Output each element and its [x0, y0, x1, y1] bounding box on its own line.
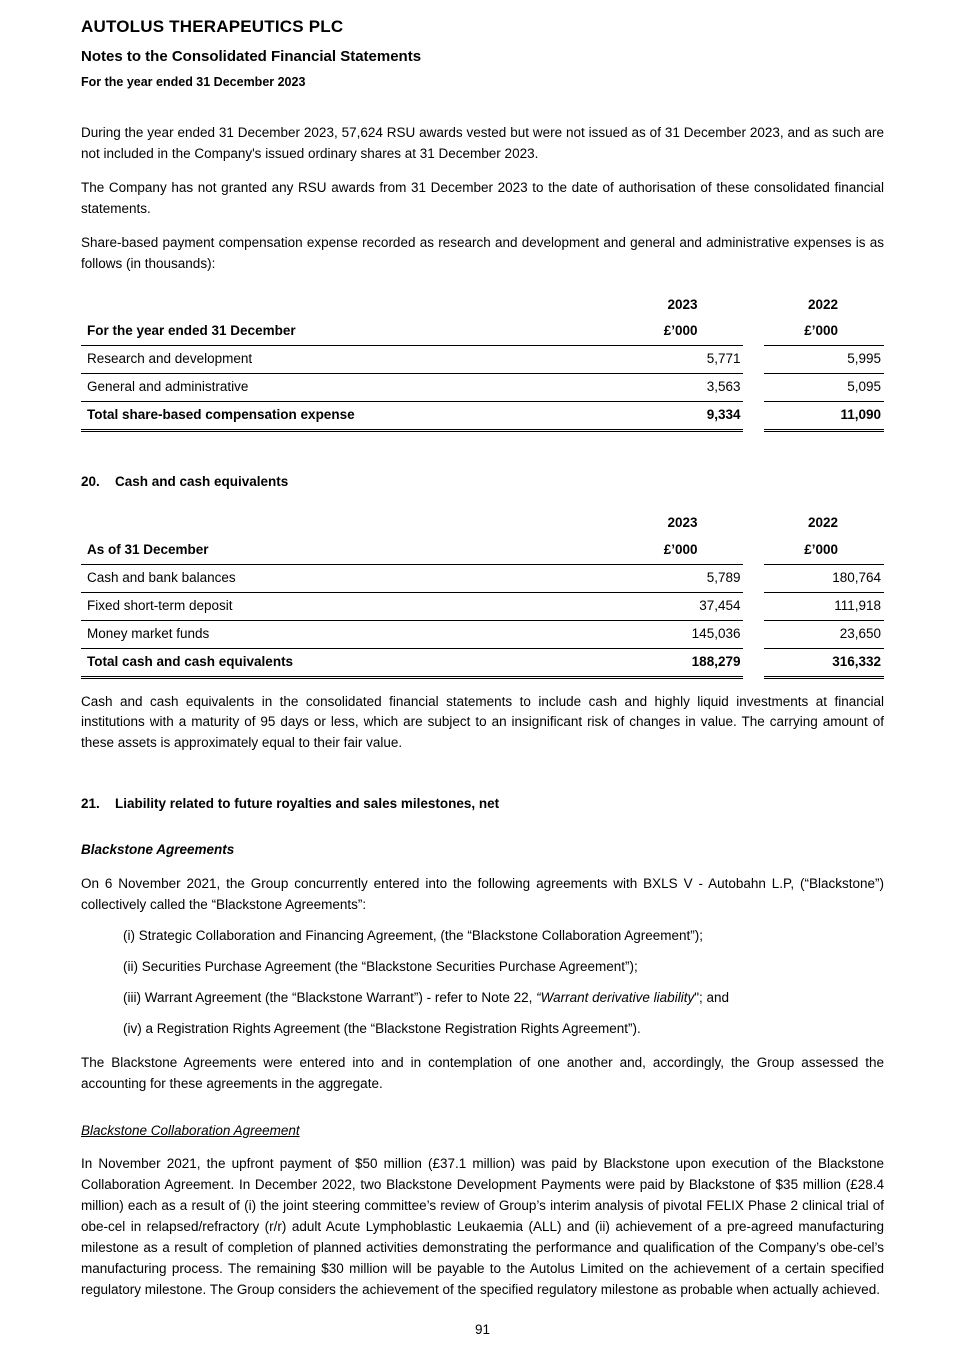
agreement-list-item-4: (iv) a Registration Rights Agreement (the “Blackstone Registration Rights Agreement”). — [123, 1020, 641, 1036]
paragraph-sbc-intro: Share-based payment compensation expense recorded as research and development and general and administrative expenses is as follows (in thousands): — [81, 234, 884, 271]
row-label: Money market funds — [81, 620, 551, 648]
row-header-label: As of 31 December — [81, 537, 551, 564]
cash-equivalents-table — [81, 510, 884, 679]
value-2023: 5,771 — [551, 346, 744, 374]
paragraph-cash-note: Cash and cash equivalents in the consolidated financial statements to include cash and highly liquid investments at financial institutions with a maturity of 95 days or less, which are subject to an insignificant risk of changes in value. The carrying amount of these assets is approximately equal to their fair value. — [81, 693, 884, 751]
section-title: Liability related to future royalties and sales milestones, net — [115, 796, 500, 812]
agreement-list-item-2: (ii) Securities Purchase Agreement (the “Blackstone Securities Purchase Agreement”); — [123, 958, 638, 974]
section-number: 20. — [81, 474, 100, 490]
paragraph-aggregate: The Blackstone Agreements were entered into and in contemplation of one another and, accordingly, the Group assessed the accounting for these agreements in the aggregate. — [81, 1054, 884, 1091]
table-year-header-row — [81, 510, 884, 537]
total-2022: 11,090 — [764, 402, 884, 431]
blackstone-agreements-heading: Blackstone Agreements — [81, 842, 235, 858]
row-label: General and administrative — [81, 374, 551, 402]
total-2023: 188,279 — [551, 648, 744, 677]
row-label: Research and development — [81, 346, 551, 374]
share-based-compensation-table — [81, 292, 884, 433]
page-number: 91 — [474, 1322, 491, 1338]
total-2023: 9,334 — [551, 402, 744, 431]
table-header-row — [81, 537, 884, 564]
row-header-label: For the year ended 31 December — [81, 318, 551, 345]
value-2022: 111,918 — [764, 592, 884, 620]
paragraph-rsu-vested: During the year ended 31 December 2023, 57,624 RSU awards vested but were not issued as of 31 December 2023, and as such are not included in the Company's issued ordinary shares at 31 December 2023. — [81, 124, 884, 161]
paragraph-collaboration-body: In November 2021, the upfront payment of $50 million (£37.1 million) was paid by Blackstone upon execution of the Blackstone Collaboration Agreement. In December 2022, two Blackstone Development Payments were paid by Blackstone of $35 million (£28.4 million) each as a result of (i) the joint steering committee’s review of Group’s interim analysis of pivotal FELIX Phase 2 clinical trial of obe-cel in relapsed/refractory (r/r) adult Acute Lymphoblastic Leukaemia (ALL) and (ii) achievement of a pre-agreed manufacturing milestone as a result of completion of planned activities demonstrating the performance and qualification of the Company’s obe-cel’s manufacturing process. The remaining $30 million will be payable to the Autolus Limited on the achievement of a certain specified regulatory milestone. The Group considers the achievement of the specified regulatory milestone as probable when actually achieved. — [81, 1156, 884, 1297]
document-title: Notes to the Consolidated Financial Statements — [81, 48, 422, 66]
value-2022: 23,650 — [764, 620, 884, 648]
unit-header-2023: £’000 — [551, 318, 744, 345]
total-2022: 316,332 — [764, 648, 884, 677]
year-2023-header: 2023 — [667, 515, 698, 531]
table-total-row — [81, 648, 884, 677]
section-number: 21. — [81, 796, 100, 812]
value-2023: 3,563 — [551, 374, 744, 402]
section-title: Cash and cash equivalents — [115, 474, 289, 490]
value-2023: 145,036 — [551, 620, 744, 648]
table-total-row — [81, 402, 884, 431]
row-label: Fixed short-term deposit — [81, 592, 551, 620]
value-2022: 5,995 — [764, 346, 884, 374]
year-2022-header: 2022 — [807, 296, 838, 312]
unit-header-2022: £’000 — [764, 537, 884, 564]
paragraph-rsu-granted: The Company has not granted any RSU awards from 31 December 2023 to the date of authorisation of these consolidated financial statements. — [81, 179, 884, 216]
year-2023-header: 2023 — [667, 296, 698, 312]
table-header-row — [81, 318, 884, 345]
agreement-list-item-1: (i) Strategic Collaboration and Financing Agreement, (the “Blackstone Collaboration Agreement”); — [123, 928, 704, 944]
agreements-list — [81, 926, 884, 1040]
table-row — [81, 374, 884, 402]
section-20-heading — [81, 472, 884, 493]
value-2022: 180,764 — [764, 564, 884, 592]
value-2023: 5,789 — [551, 564, 744, 592]
table-row — [81, 592, 884, 620]
blackstone-collaboration-heading: Blackstone Collaboration Agreement — [81, 1122, 300, 1138]
total-label: Total cash and cash equivalents — [81, 648, 551, 677]
table-row — [81, 564, 884, 592]
unit-header-2022: £’000 — [764, 318, 884, 345]
section-21-heading — [81, 794, 884, 815]
table-year-header-row — [81, 292, 884, 319]
value-2023: 37,454 — [551, 592, 744, 620]
unit-header-2023: £’000 — [551, 537, 744, 564]
company-name: AUTOLUS THERAPEUTICS PLC — [81, 17, 344, 36]
row-label: Cash and bank balances — [81, 564, 551, 592]
value-2022: 5,095 — [764, 374, 884, 402]
total-label: Total share-based compensation expense — [81, 402, 551, 431]
year-2022-header: 2022 — [807, 515, 838, 531]
period-subtitle: For the year ended 31 December 2023 — [81, 74, 306, 89]
agreement-list-item-3: (iii) Warrant Agreement (the “Blackstone Warrant”) - refer to Note 22, “Warrant derivative liability"; and — [123, 989, 730, 1005]
table-row — [81, 620, 884, 648]
paragraph-blackstone-intro: On 6 November 2021, the Group concurrently entered into the following agreements with BXLS V - Autobahn L.P, (“Blackstone”) collectively called the “Blackstone Agreements”: — [81, 876, 884, 913]
table-row — [81, 346, 884, 374]
